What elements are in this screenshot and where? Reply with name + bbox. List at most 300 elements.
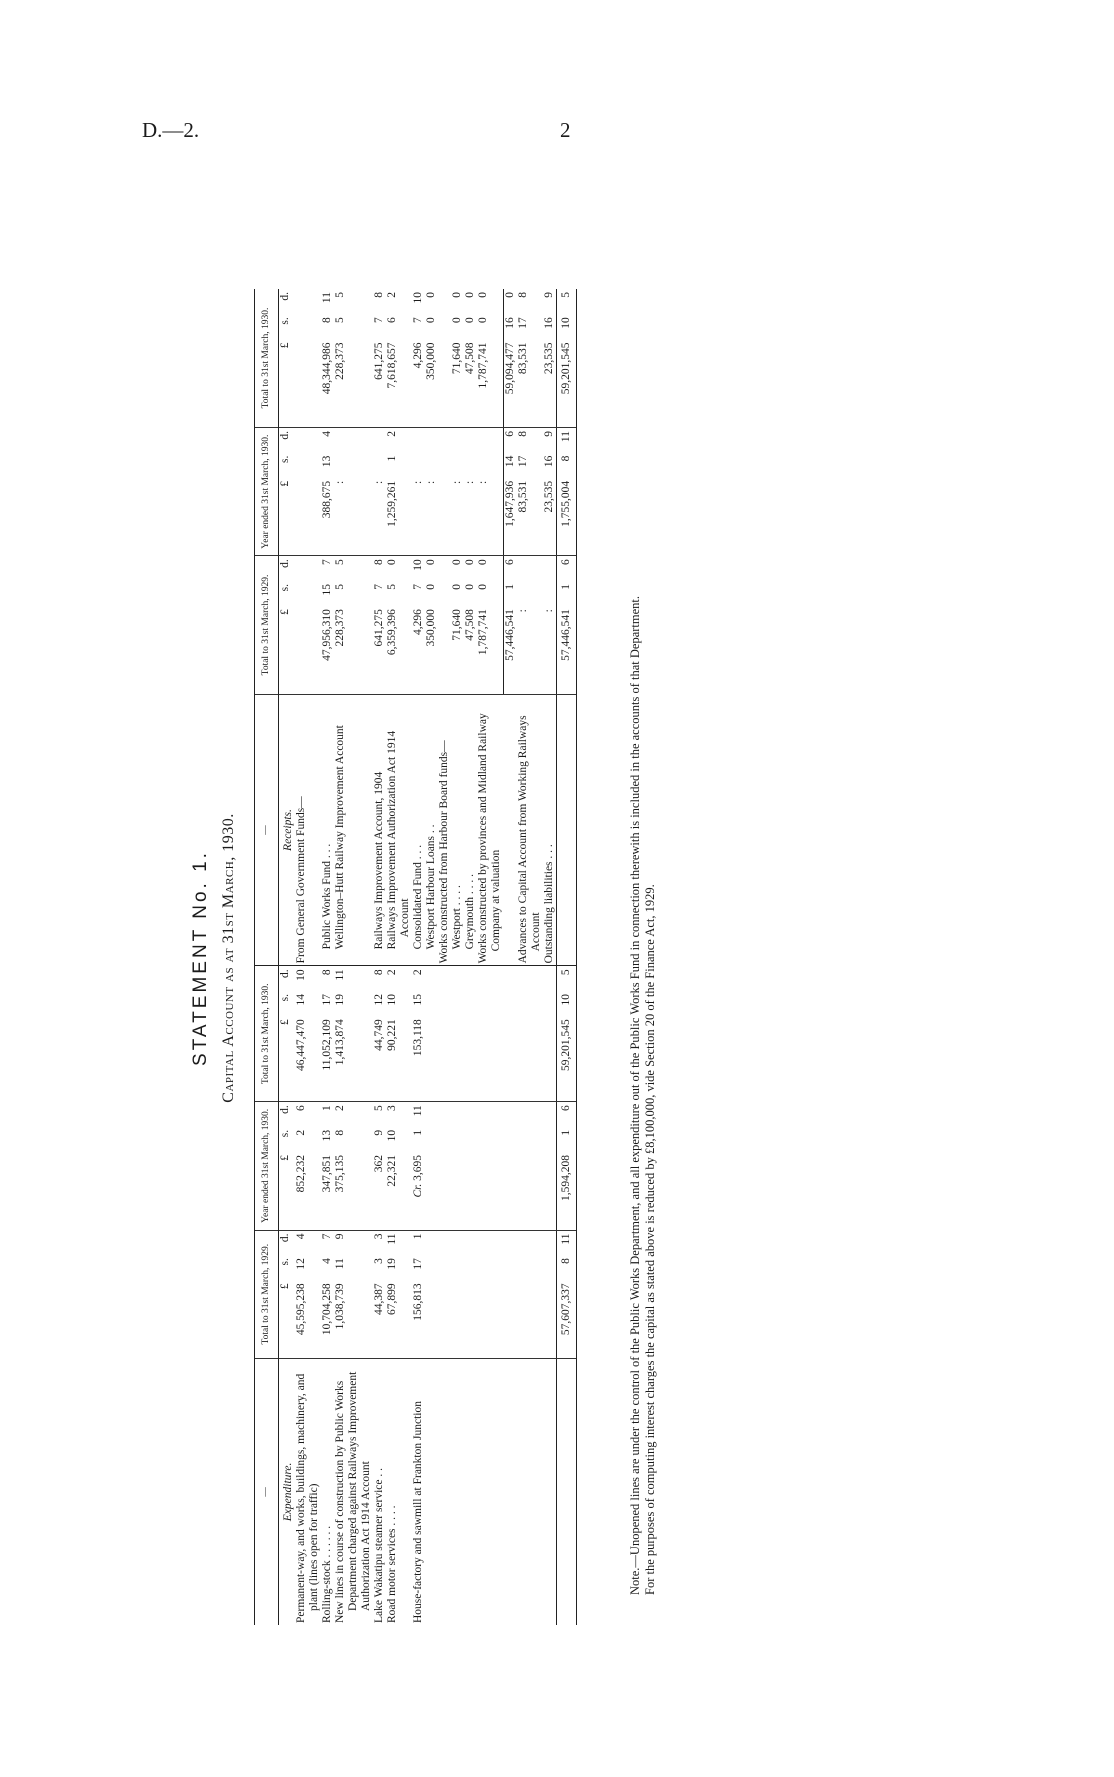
exp-year-1930-pounds: 22,321 (386, 1152, 412, 1230)
rec-grand-total-1930-pence: 5 (556, 289, 576, 314)
table-row (477, 289, 503, 1625)
rec-total-1930-pence: 0 (425, 292, 437, 298)
receipt-label: From General Government Funds— (295, 796, 307, 964)
exp-total-1929-pence (451, 1230, 464, 1255)
exp-year-1930-shillings (451, 1127, 464, 1152)
exp-total-1930-pounds: 46,447,470 (295, 1016, 321, 1102)
exp-total-1930-shillings (503, 991, 517, 1016)
col-year-1930-right: Year ended 31st March, 1930. (255, 428, 279, 556)
rec-total-1930-shillings: 17 (516, 317, 529, 329)
rec-year-1930-pence (295, 428, 321, 453)
table-row (438, 289, 451, 1625)
rec-total-1929-pence: 0 (464, 559, 476, 566)
exp-total-1930-pounds: 11,052,109 (321, 1016, 334, 1102)
rec-total-1930-pounds: 4,296 (412, 339, 425, 427)
rec-total-1929-pounds: 47,508 (464, 606, 477, 694)
exp-total-1929-pence (425, 1230, 438, 1255)
rec-total-1929-shillings: 0 (464, 583, 476, 590)
exp-total-1929-pence (438, 1230, 451, 1255)
rec-year-1930-pence: 2 (386, 431, 398, 437)
rec-year-1930-pence (464, 428, 477, 453)
expenditure-label (464, 1358, 477, 1625)
col-blank-left: — (255, 1358, 279, 1625)
rec-year-1930-pounds: : (464, 478, 477, 556)
exp-total-1930-pence: 8 (373, 966, 386, 991)
table-row (451, 289, 464, 1625)
rec-year-1930-pence: 6 (503, 428, 517, 453)
rec-total-1930-shillings: 5 (334, 317, 346, 324)
receipt-label (503, 694, 517, 966)
rec-year-1930-shillings: 17 (516, 455, 529, 468)
exp-total-1929-shillings: 19 (386, 1258, 398, 1270)
exp-grand-year-1930-shillings: 1 (556, 1127, 576, 1152)
exp-total-1929-pounds (477, 1280, 503, 1358)
left-unit-d: d. (279, 966, 296, 991)
exp-year-1930-pence (451, 1102, 464, 1127)
expenditure-label (543, 1358, 557, 1625)
exp-year-1930-pence: 11 (412, 1105, 424, 1117)
rec-total-1930-pounds: 7,618,657 (386, 339, 412, 427)
rec-total-1929-pounds: 228,373 (334, 606, 373, 694)
exp-total-1930-shillings (451, 991, 464, 1016)
rec-total-1930-shillings: 16 (542, 317, 555, 329)
table-row (543, 289, 557, 1625)
exp-year-1930-shillings (464, 1127, 477, 1152)
col-total-1929-left: Total to 31st March, 1929. (255, 1230, 279, 1358)
rec-total-1930-pounds: 83,531 (517, 339, 543, 427)
exp-year-1930-pounds: 852,232 (295, 1152, 321, 1230)
rec-year-1930-pounds: 83,531 (517, 478, 543, 556)
rec-grand-total-1929-pounds: 57,446,541 (556, 606, 576, 694)
exp-total-1930-pence (503, 966, 517, 991)
table-row (503, 289, 517, 1625)
rec-year-1930-pence (477, 428, 503, 453)
rec-total-1930-pence: 8 (373, 292, 385, 298)
rec-total-1929-shillings (438, 581, 451, 606)
receipt-label: Westport Harbour Loans . . (425, 824, 437, 950)
exp-total-1930-pounds (425, 1016, 438, 1102)
rec-total-1930-shillings: 0 (477, 317, 489, 324)
rec-total-1929-pounds: 47,956,310 (321, 606, 334, 694)
rec-total-1929-pence (517, 556, 543, 581)
table-row (464, 289, 477, 1625)
expenditure-label (425, 1358, 438, 1625)
rec-total-1929-shillings: 5 (334, 583, 346, 590)
rec-total-1930-pounds: 47,508 (464, 339, 477, 427)
rec-year-1930-shillings (334, 453, 373, 478)
note-unopened-lines: Note.—Unopened lines are under the control of the Public Works Department, and all expenditure out of the Public Works Fund in connection therewith is included in the accounts of that Department. (628, 595, 642, 1595)
rec-year-1930-pounds: 1,259,261 (386, 478, 412, 556)
exp-total-1930-pence (477, 966, 503, 991)
exp-year-1930-pence (503, 1102, 517, 1127)
exp-total-1930-pence (517, 966, 543, 991)
table-row (373, 289, 386, 1625)
rec-year-1930-pounds: : (477, 478, 503, 556)
exp-total-1930-shillings (517, 991, 543, 1016)
exp-total-1930-pence: 2 (386, 966, 412, 991)
expenditure-label: Permanent-way, and works, buildings, machinery, and plant (lines open for traffic) (295, 1373, 320, 1623)
exp-year-1930-shillings (517, 1127, 543, 1152)
exp-year-1930-pounds (451, 1152, 464, 1230)
rec-total-1929-pence: 7 (321, 559, 333, 566)
exp-total-1929-shillings (438, 1255, 451, 1280)
rec-year-1930-pence (451, 428, 464, 453)
rec-year-1930-pence: 8 (516, 431, 529, 437)
exp-total-1930-shillings (543, 991, 557, 1016)
page-number: 2 (560, 118, 571, 142)
exp-year-1930-pence: 6 (295, 1105, 307, 1111)
rec-year-1930-pence (373, 428, 386, 453)
left-unit-pound: £ (279, 1280, 296, 1358)
rec-total-1929-shillings: 0 (477, 583, 489, 590)
rec-total-1930-pence: 2 (386, 292, 398, 298)
exp-grand-total-1930-shillings: 10 (556, 991, 576, 1016)
expenditure-label: New lines in course of construction by Public Works Department charged against Railways Improvement Authorization Act 1914 Account (334, 1371, 372, 1623)
exp-year-1930-shillings: 2 (295, 1129, 307, 1136)
left-unit-d: d. (279, 1233, 291, 1243)
exp-year-1930-shillings: 8 (334, 1129, 346, 1136)
receipt-label: Works constructed from Harbour Board funds— (438, 740, 450, 964)
exp-total-1929-pence (543, 1230, 557, 1255)
exp-total-1930-shillings (425, 991, 438, 1016)
exp-total-1929-shillings: 4 (321, 1258, 333, 1264)
exp-year-1930-pence (438, 1102, 451, 1127)
rec-total-1929-pence: 0 (451, 559, 463, 566)
receipt-label: Consolidated Fund . . . (412, 844, 424, 950)
exp-year-1930-pounds (438, 1152, 451, 1230)
exp-total-1929-pounds (517, 1280, 543, 1358)
exp-year-1930-pounds (425, 1152, 438, 1230)
rec-total-1929-pounds: 57,446,541 (503, 606, 517, 694)
exp-year-1930-pence: 5 (373, 1105, 385, 1111)
exp-total-1930-pounds: 153,118 (412, 1016, 425, 1102)
rec-year-1930-shillings (373, 453, 386, 478)
right-unit-d: d. (279, 292, 291, 301)
left-unit-pound: £ (279, 1152, 296, 1230)
exp-year-1930-pounds (464, 1152, 477, 1230)
table-row (412, 289, 425, 1625)
rec-year-1930-pence (425, 428, 438, 453)
exp-total-1930-pounds (438, 1016, 451, 1102)
exp-total-1930-pence: 11 (334, 966, 373, 991)
exp-year-1930-pence: 1 (321, 1105, 333, 1111)
exp-total-1929-pence (464, 1230, 477, 1255)
receipt-label: Public Works Fund . . . (321, 843, 333, 950)
rec-grand-total-1930-shillings: 10 (556, 314, 576, 339)
rec-total-1929-shillings (517, 581, 543, 606)
rec-total-1930-pence: 0 (451, 292, 463, 298)
exp-total-1929-pence (503, 1230, 517, 1255)
rec-total-1929-pence: 0 (386, 559, 398, 566)
exp-year-1930-pounds (543, 1152, 557, 1230)
exp-year-1930-pence (543, 1102, 557, 1127)
exp-year-1930-pounds (477, 1152, 503, 1230)
exp-year-1930-pounds (517, 1152, 543, 1230)
rec-year-1930-shillings (464, 453, 477, 478)
exp-total-1930-pounds (517, 1016, 543, 1102)
exp-total-1929-shillings: 17 (412, 1258, 424, 1270)
exp-total-1929-shillings (425, 1255, 438, 1280)
rec-year-1930-shillings: 13 (321, 455, 333, 468)
receipt-label: Westport . . . . (451, 885, 463, 950)
exp-total-1930-pence: 10 (295, 966, 321, 991)
right-unit-pound: £ (279, 339, 296, 427)
rec-year-1930-shillings: 1 (386, 455, 398, 462)
exp-total-1930-pounds (503, 1016, 517, 1102)
exp-grand-year-1930-pence: 6 (556, 1102, 576, 1127)
exp-total-1930-pounds (464, 1016, 477, 1102)
note-interest-charges: For the purposes of computing interest charges the capital as stated above is reduced by £8,100,000, vide Section 20 of the Finance Act, 1929. (643, 884, 657, 1595)
exp-total-1929-pounds: 1,038,739 (334, 1280, 373, 1358)
exp-total-1929-pounds (438, 1280, 451, 1358)
table-row (517, 289, 543, 1625)
col-total-1930-left: Total to 31st March, 1930. (255, 966, 279, 1102)
exp-year-1930-pence (425, 1102, 438, 1127)
right-unit-pound: £ (279, 606, 296, 694)
exp-total-1929-pounds: 44,387 (373, 1280, 386, 1358)
exp-year-1930-shillings: 13 (321, 1129, 333, 1142)
rec-total-1929-pence: 5 (334, 559, 346, 566)
right-unit-pound: £ (279, 478, 296, 556)
exp-total-1929-shillings (464, 1255, 477, 1280)
exp-total-1930-pence (543, 966, 557, 991)
rec-year-1930-pounds (438, 478, 451, 556)
rec-grand-total-1929-pence: 6 (556, 556, 576, 581)
rec-total-1929-pounds: : (517, 606, 543, 694)
rec-total-1929-pounds: : (543, 606, 557, 694)
col-total-1929-right: Total to 31st March, 1929. (255, 556, 279, 694)
rec-total-1930-pence: 0 (477, 292, 489, 298)
exp-total-1930-pence (438, 966, 451, 991)
expenditure-label (451, 1358, 464, 1625)
rec-year-1930-pounds: : (425, 478, 438, 556)
receipt-label: Works constructed by provinces and Midland Railway Company at valuation (477, 713, 502, 964)
expenditure-caption: Expenditure. (282, 1462, 294, 1522)
rec-total-1930-pence (438, 289, 451, 314)
exp-total-1929-pounds (503, 1280, 517, 1358)
rec-total-1930-pounds: 59,094,477 (503, 339, 517, 427)
exp-total-1930-pence (464, 966, 477, 991)
rec-year-1930-pounds: : (373, 478, 386, 556)
exp-year-1930-pounds: 362 (373, 1152, 386, 1230)
exp-total-1930-shillings: 15 (412, 994, 424, 1006)
table-row (295, 289, 321, 1625)
exp-year-1930-pence (477, 1102, 503, 1127)
exp-year-1930-shillings (438, 1127, 451, 1152)
table-row (334, 289, 373, 1625)
exp-total-1929-pounds (451, 1280, 464, 1358)
exp-total-1930-shillings (477, 991, 503, 1016)
rec-grand-total-1930-pounds: 59,201,545 (556, 339, 576, 427)
rec-year-1930-shillings: 14 (503, 453, 517, 478)
rec-total-1930-shillings: 7 (373, 317, 385, 324)
rec-total-1930-shillings: 7 (412, 317, 424, 324)
rec-total-1929-shillings: 0 (425, 583, 437, 590)
exp-total-1929-pence: 3 (373, 1233, 385, 1240)
exp-year-1930-pence (464, 1102, 477, 1127)
exp-total-1929-pounds: 45,595,238 (295, 1280, 321, 1358)
exp-total-1930-pence (425, 966, 438, 991)
rec-year-1930-pounds: : (334, 478, 373, 556)
rec-year-1930-pounds: 23,535 (543, 478, 557, 556)
document-reference: D.—2. (142, 118, 200, 142)
exp-year-1930-shillings: 1 (412, 1129, 424, 1136)
rec-total-1930-pence: 8 (516, 292, 529, 298)
receipt-label: Outstanding liabilities . . . (542, 844, 555, 964)
rec-year-1930-pence (334, 428, 373, 453)
exp-total-1930-pounds: 44,749 (373, 1016, 386, 1102)
rec-year-1930-shillings (425, 453, 438, 478)
right-unit-s: s. (279, 317, 291, 325)
exp-total-1930-shillings: 17 (321, 994, 333, 1006)
exp-grand-total-1930-pence: 5 (556, 966, 576, 991)
exp-total-1930-shillings: 12 (373, 994, 385, 1006)
expenditure-label (517, 1358, 543, 1625)
expenditure-label: Road motor services . . . . (386, 1505, 398, 1623)
rec-year-1930-shillings (438, 453, 451, 478)
footnotes (628, 289, 658, 1625)
rec-total-1929-pence: 0 (425, 559, 437, 566)
rec-total-1929-pence (543, 556, 557, 581)
exp-total-1930-pounds (543, 1016, 557, 1102)
table-row (321, 289, 334, 1625)
units-row (279, 289, 296, 1625)
exp-total-1930-pounds: 1,413,874 (334, 1016, 373, 1102)
exp-total-1930-pounds: 90,221 (386, 1016, 412, 1102)
rec-total-1929-shillings: 15 (321, 583, 333, 596)
exp-total-1930-pounds (477, 1016, 503, 1102)
rec-year-1930-pence: 4 (321, 431, 333, 437)
exp-total-1930-pence: 2 (412, 966, 425, 991)
receipt-label: Wellington–Hutt Railway Improvement Account (334, 725, 346, 950)
left-unit-s: s. (279, 994, 291, 1002)
expenditure-total-label (556, 1358, 576, 1625)
rec-grand-year-1930-pence: 11 (556, 428, 576, 453)
exp-total-1930-pence (451, 966, 464, 991)
exp-total-1930-shillings: 10 (386, 994, 398, 1006)
exp-total-1929-shillings (477, 1255, 503, 1280)
rec-total-1930-shillings (295, 314, 321, 339)
exp-total-1929-pounds: 156,813 (412, 1280, 425, 1358)
exp-year-1930-pounds: 347,851 (321, 1152, 334, 1230)
totals-row (556, 289, 576, 1625)
exp-year-1930-shillings (425, 1127, 438, 1152)
rec-year-1930-pounds (295, 478, 321, 556)
table-body (279, 289, 577, 1625)
rec-total-1929-shillings: 0 (451, 583, 463, 590)
expenditure-label: Rolling-stock . . . . . . (321, 1525, 333, 1623)
rec-year-1930-pounds: : (451, 478, 464, 556)
rec-total-1930-pounds (295, 339, 321, 427)
col-blank-right: — (255, 694, 279, 966)
exp-total-1929-pence: 9 (334, 1233, 346, 1240)
exp-total-1930-shillings (464, 991, 477, 1016)
exp-grand-total-1929-pounds: 57,607,337 (556, 1280, 576, 1358)
exp-total-1929-pence: 7 (321, 1233, 333, 1240)
rec-year-1930-pence (412, 428, 425, 453)
rec-total-1929-shillings: 7 (412, 583, 424, 590)
right-unit-d: d. (279, 431, 291, 440)
exp-total-1930-shillings (438, 991, 451, 1016)
rec-total-1930-pounds: 48,344,986 (321, 339, 334, 427)
rec-year-1930-pence (438, 428, 451, 453)
rotated-statement (190, 283, 710, 1633)
expenditure-label (477, 1358, 503, 1625)
rec-total-1929-pence (438, 556, 451, 581)
exp-total-1929-shillings: 12 (295, 1258, 307, 1270)
rec-total-1930-pounds: 641,275 (373, 339, 386, 427)
exp-total-1929-pence (477, 1230, 503, 1255)
rec-year-1930-shillings: 16 (542, 455, 555, 468)
exp-total-1929-pence: 1 (412, 1233, 424, 1240)
exp-total-1929-pounds (543, 1280, 557, 1358)
rec-year-1930-pence: 9 (542, 431, 555, 437)
left-unit-pound: £ (279, 1016, 296, 1102)
receipts-caption: Receipts. (282, 809, 294, 851)
left-unit-d: d. (279, 1105, 291, 1114)
right-unit-d: d. (279, 559, 291, 568)
col-total-1930-right: Total to 31st March, 1930. (255, 289, 279, 428)
rec-total-1929-pounds: 6,359,396 (386, 606, 412, 694)
exp-year-1930-shillings (477, 1127, 503, 1152)
exp-total-1930-shillings: 19 (334, 994, 346, 1006)
rec-total-1929-shillings (543, 581, 557, 606)
rec-total-1929-pounds: 350,000 (425, 606, 438, 694)
left-unit-s: s. (279, 1258, 291, 1266)
expenditure-label (503, 1358, 517, 1625)
rec-year-1930-shillings (477, 453, 503, 478)
table-row (425, 289, 438, 1625)
exp-year-1930-pounds: 375,135 (334, 1152, 373, 1230)
exp-total-1929-shillings (451, 1255, 464, 1280)
rec-total-1930-shillings: 16 (503, 314, 517, 339)
exp-year-1930-shillings: 10 (386, 1129, 398, 1142)
rec-total-1929-pence: 10 (412, 559, 424, 571)
exp-year-1930-pence (517, 1102, 543, 1127)
exp-year-1930-pence: 2 (334, 1105, 346, 1111)
capital-account-table (254, 289, 577, 1625)
receipts-total-label (556, 694, 576, 966)
expenditure-label: House-factory and sawmill at Frankton Junction (412, 1401, 424, 1623)
rec-total-1929-shillings (295, 581, 321, 606)
rec-year-1930-shillings (412, 453, 425, 478)
left-unit-s: s. (279, 1129, 291, 1138)
receipt-label: Railways Improvement Account, 1904 (373, 771, 385, 950)
rec-grand-year-1930-pounds: 1,755,004 (556, 478, 576, 556)
rec-total-1930-pence: 0 (503, 289, 517, 314)
exp-year-1930-shillings (503, 1127, 517, 1152)
rec-total-1930-pence: 5 (334, 292, 346, 298)
table-row (386, 289, 412, 1625)
exp-year-1930-shillings: 9 (373, 1129, 385, 1136)
rec-year-1930-shillings (451, 453, 464, 478)
expenditure-label: Lake Wakatipu steamer service . . (373, 1467, 385, 1623)
rec-total-1930-pounds: 23,535 (543, 339, 557, 427)
rec-year-1930-pounds: 1,647,936 (503, 478, 517, 556)
right-unit-s: s. (279, 583, 291, 592)
rec-total-1929-pounds (295, 606, 321, 694)
exp-grand-total-1929-shillings: 8 (556, 1255, 576, 1280)
exp-year-1930-shillings (543, 1127, 557, 1152)
rec-total-1930-shillings: 0 (451, 317, 463, 324)
rec-total-1929-pounds: 71,640 (451, 606, 464, 694)
rec-total-1930-pounds: 228,373 (334, 339, 373, 427)
exp-total-1929-shillings: 11 (334, 1258, 346, 1270)
rec-total-1929-pounds (438, 606, 451, 694)
exp-total-1929-pence (517, 1230, 543, 1255)
rec-total-1929-pounds: 1,787,741 (477, 606, 503, 694)
rec-total-1929-shillings: 1 (503, 581, 517, 606)
